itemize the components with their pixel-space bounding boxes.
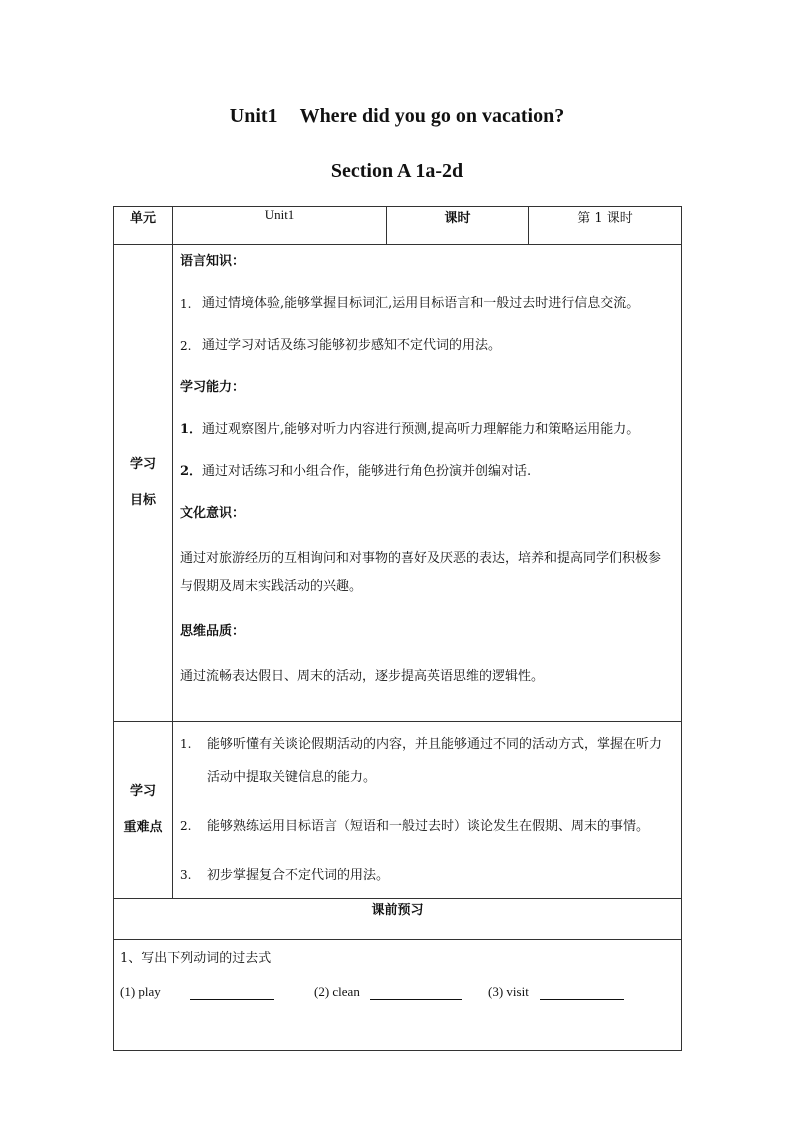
item-text: 通过学习对话及练习能够初步感知不定代词的用法。	[202, 338, 502, 353]
item-number: 3.	[180, 868, 192, 882]
objectives-side-label-line2: 目标	[129, 493, 156, 508]
word-label-play: (1) play	[120, 984, 161, 999]
key-difficulties-row	[114, 722, 682, 899]
language-knowledge-item	[180, 335, 671, 357]
answer-blank-visit[interactable]	[540, 987, 624, 1000]
section-title: Section A 1a-2d	[330, 160, 464, 182]
title-unit: Unit1	[229, 105, 278, 127]
objectives-content	[173, 245, 682, 722]
thinking-quality-text: 通过流畅表达假日、周末的活动，逐步提高英语思维的逻辑性。	[180, 669, 545, 684]
key-difficulties-side-label-line2: 重难点	[123, 820, 163, 835]
item-text: 能够熟练运用目标语言（短语和一般过去时）谈论发生在假期、周末的事情。	[207, 819, 650, 834]
unit-value: Unit1	[173, 207, 387, 245]
item-text: 初步掌握复合不定代词的用法。	[207, 868, 390, 883]
period-value: 第 1 课时	[529, 207, 682, 245]
key-difficulties-content	[173, 722, 682, 899]
lesson-plan-table	[113, 206, 682, 1051]
objectives-row	[114, 245, 682, 722]
objectives-side-label	[114, 245, 173, 722]
key-difficulties-side-label-line1: 学习	[129, 784, 156, 799]
document-title	[0, 105, 794, 128]
learning-ability-item	[180, 419, 671, 441]
cultural-awareness-heading: 文化意识：	[180, 506, 246, 521]
title-question: Where did you go on vacation?	[299, 105, 565, 127]
item-number: 1.	[180, 737, 192, 751]
word-label-clean: (2) clean	[314, 984, 360, 999]
learning-ability-item	[180, 461, 671, 483]
exercise-title: 1、写出下列动词的过去式	[120, 951, 272, 966]
item-number: 2.	[180, 339, 192, 353]
preview-exercise-row	[114, 940, 682, 1051]
key-difficulty-item	[180, 810, 673, 843]
item-text: 能够听懂有关谈论假期活动的内容，并且能够通过不同的活动方式，掌握在听力活动中提取关键信息的能力。	[207, 737, 663, 785]
objectives-side-label-line1: 学习	[129, 457, 156, 472]
header-row	[114, 207, 682, 245]
item-number: 2．	[180, 464, 203, 479]
learning-ability-heading: 学习能力：	[180, 380, 246, 395]
thinking-quality-heading: 思维品质：	[180, 624, 246, 639]
language-knowledge-item	[180, 293, 671, 315]
item-text: 通过观察图片,能够对听力内容进行预测,提高听力理解能力和策略运用能力。	[202, 422, 640, 437]
cultural-awareness-text: 通过对旅游经历的互相询问和对事物的喜好及厌恶的表达，培养和提高同学们积极参与假期及周末实践活动的兴趣。	[180, 551, 662, 594]
answer-blank-play[interactable]	[190, 987, 274, 1000]
unit-label: 单元	[114, 207, 173, 245]
preview-heading: 课前预习	[114, 899, 682, 940]
language-knowledge-heading: 语言知识：	[180, 254, 246, 269]
key-difficulties-side-label	[114, 722, 173, 899]
key-difficulty-item	[180, 728, 673, 794]
item-number: 1．	[180, 422, 203, 437]
exercise-words	[120, 984, 675, 1000]
preview-header-row	[114, 899, 682, 940]
key-difficulty-item	[180, 859, 673, 892]
item-number: 2.	[180, 819, 192, 833]
item-text: 通过情境体验,能够掌握目标词汇,运用目标语言和一般过去时进行信息交流。	[202, 296, 640, 311]
period-label: 课时	[387, 207, 529, 245]
item-text: 通过对话练习和小组合作，能够进行角色扮演并创编对话.	[202, 464, 532, 479]
answer-blank-clean[interactable]	[370, 987, 462, 1000]
preview-exercise	[114, 940, 682, 1051]
item-number: 1.	[180, 297, 192, 311]
word-label-visit: (3) visit	[488, 984, 529, 999]
